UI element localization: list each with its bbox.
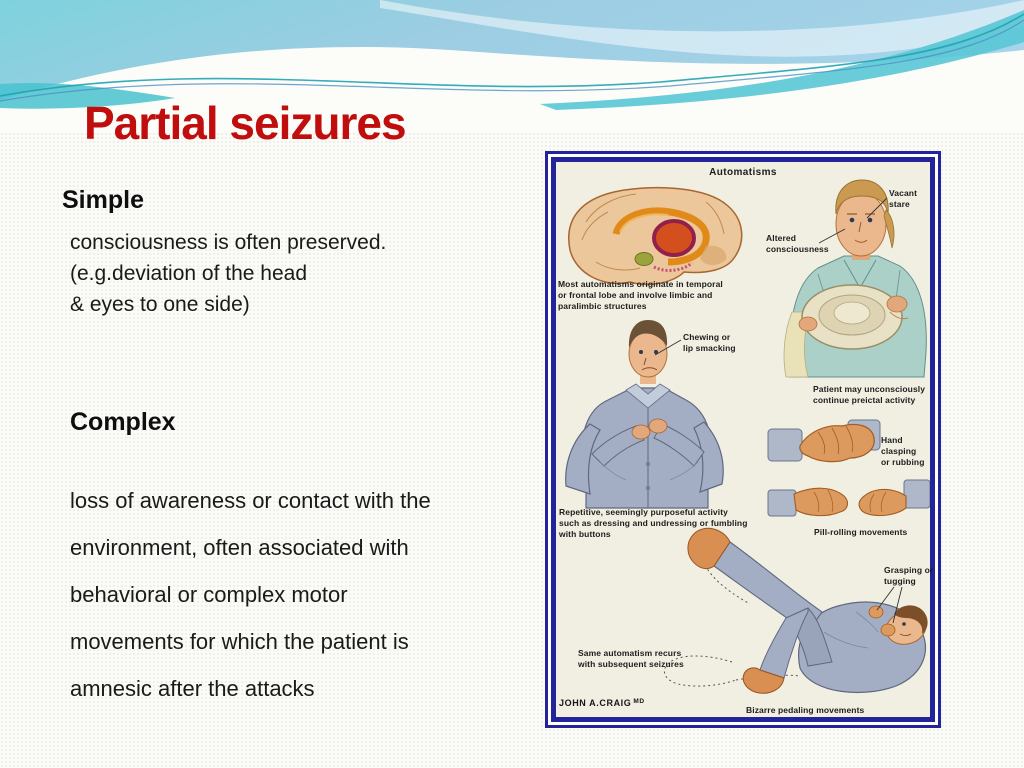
automatisms-illustration-artwork	[556, 162, 930, 717]
label-vacant-stare: Vacant stare	[889, 188, 918, 209]
paragraph-line: behavioral or complex motor	[70, 582, 348, 607]
label-chewing-lip-smacking: Chewing or lip smacking	[683, 332, 736, 353]
hand-clasping-illustration	[768, 420, 880, 462]
label-repetitive-activity: Repetitive, seemingly purposeful activity such as dressing and undressing or fumbling with buttons	[559, 507, 748, 539]
label-pill-rolling: Pill-rolling movements	[814, 527, 908, 537]
label-altered-consciousness: Altered consciousness	[766, 233, 829, 254]
label-same-automatism-recurs: Same automatism recurs with subsequent seizures	[578, 648, 684, 669]
page-title: Partial seizures	[84, 97, 406, 149]
paragraph-line: amnesic after the attacks	[70, 676, 315, 701]
label-hand-clasping: Hand clasping or rubbing	[881, 435, 925, 467]
artist-signature: JOHN A.CRAIG $^{MD}$	[559, 698, 645, 708]
automatisms-figure-frame	[545, 151, 941, 728]
label-grasping-tugging: Grasping or tugging	[884, 565, 934, 586]
paragraph-simple	[70, 227, 386, 320]
pill-rolling-hands-illustration	[768, 480, 930, 516]
pedaling-man-figure	[664, 528, 929, 693]
heading-simple: Simple	[62, 186, 144, 214]
brain-illustration	[569, 188, 742, 285]
paragraph-line: environment, often associated with	[70, 535, 409, 560]
paragraph-line: loss of awareness or contact with the	[70, 488, 431, 513]
label-brain-caption: Most automatisms originate in temporal or frontal lobe and involve limbic and paralimbic structures	[558, 279, 723, 311]
label-preictal-activity: Patient may unconsciously continue preictal activity	[813, 384, 926, 405]
figure-title: Automatisms	[709, 167, 777, 178]
paragraph-line: movements for which the patient is	[70, 629, 409, 654]
paragraph-line: consciousness is often preserved.	[70, 231, 387, 254]
figure-inner-border	[551, 157, 935, 722]
heading-complex: Complex	[70, 408, 176, 436]
paragraph-complex	[70, 477, 431, 712]
paragraph-line: (e.g.deviation of the head	[70, 262, 308, 285]
paragraph-line: & eyes to one side)	[70, 293, 250, 316]
figure-canvas	[556, 162, 934, 717]
label-bizarre-pedaling: Bizarre pedaling movements	[746, 705, 865, 715]
